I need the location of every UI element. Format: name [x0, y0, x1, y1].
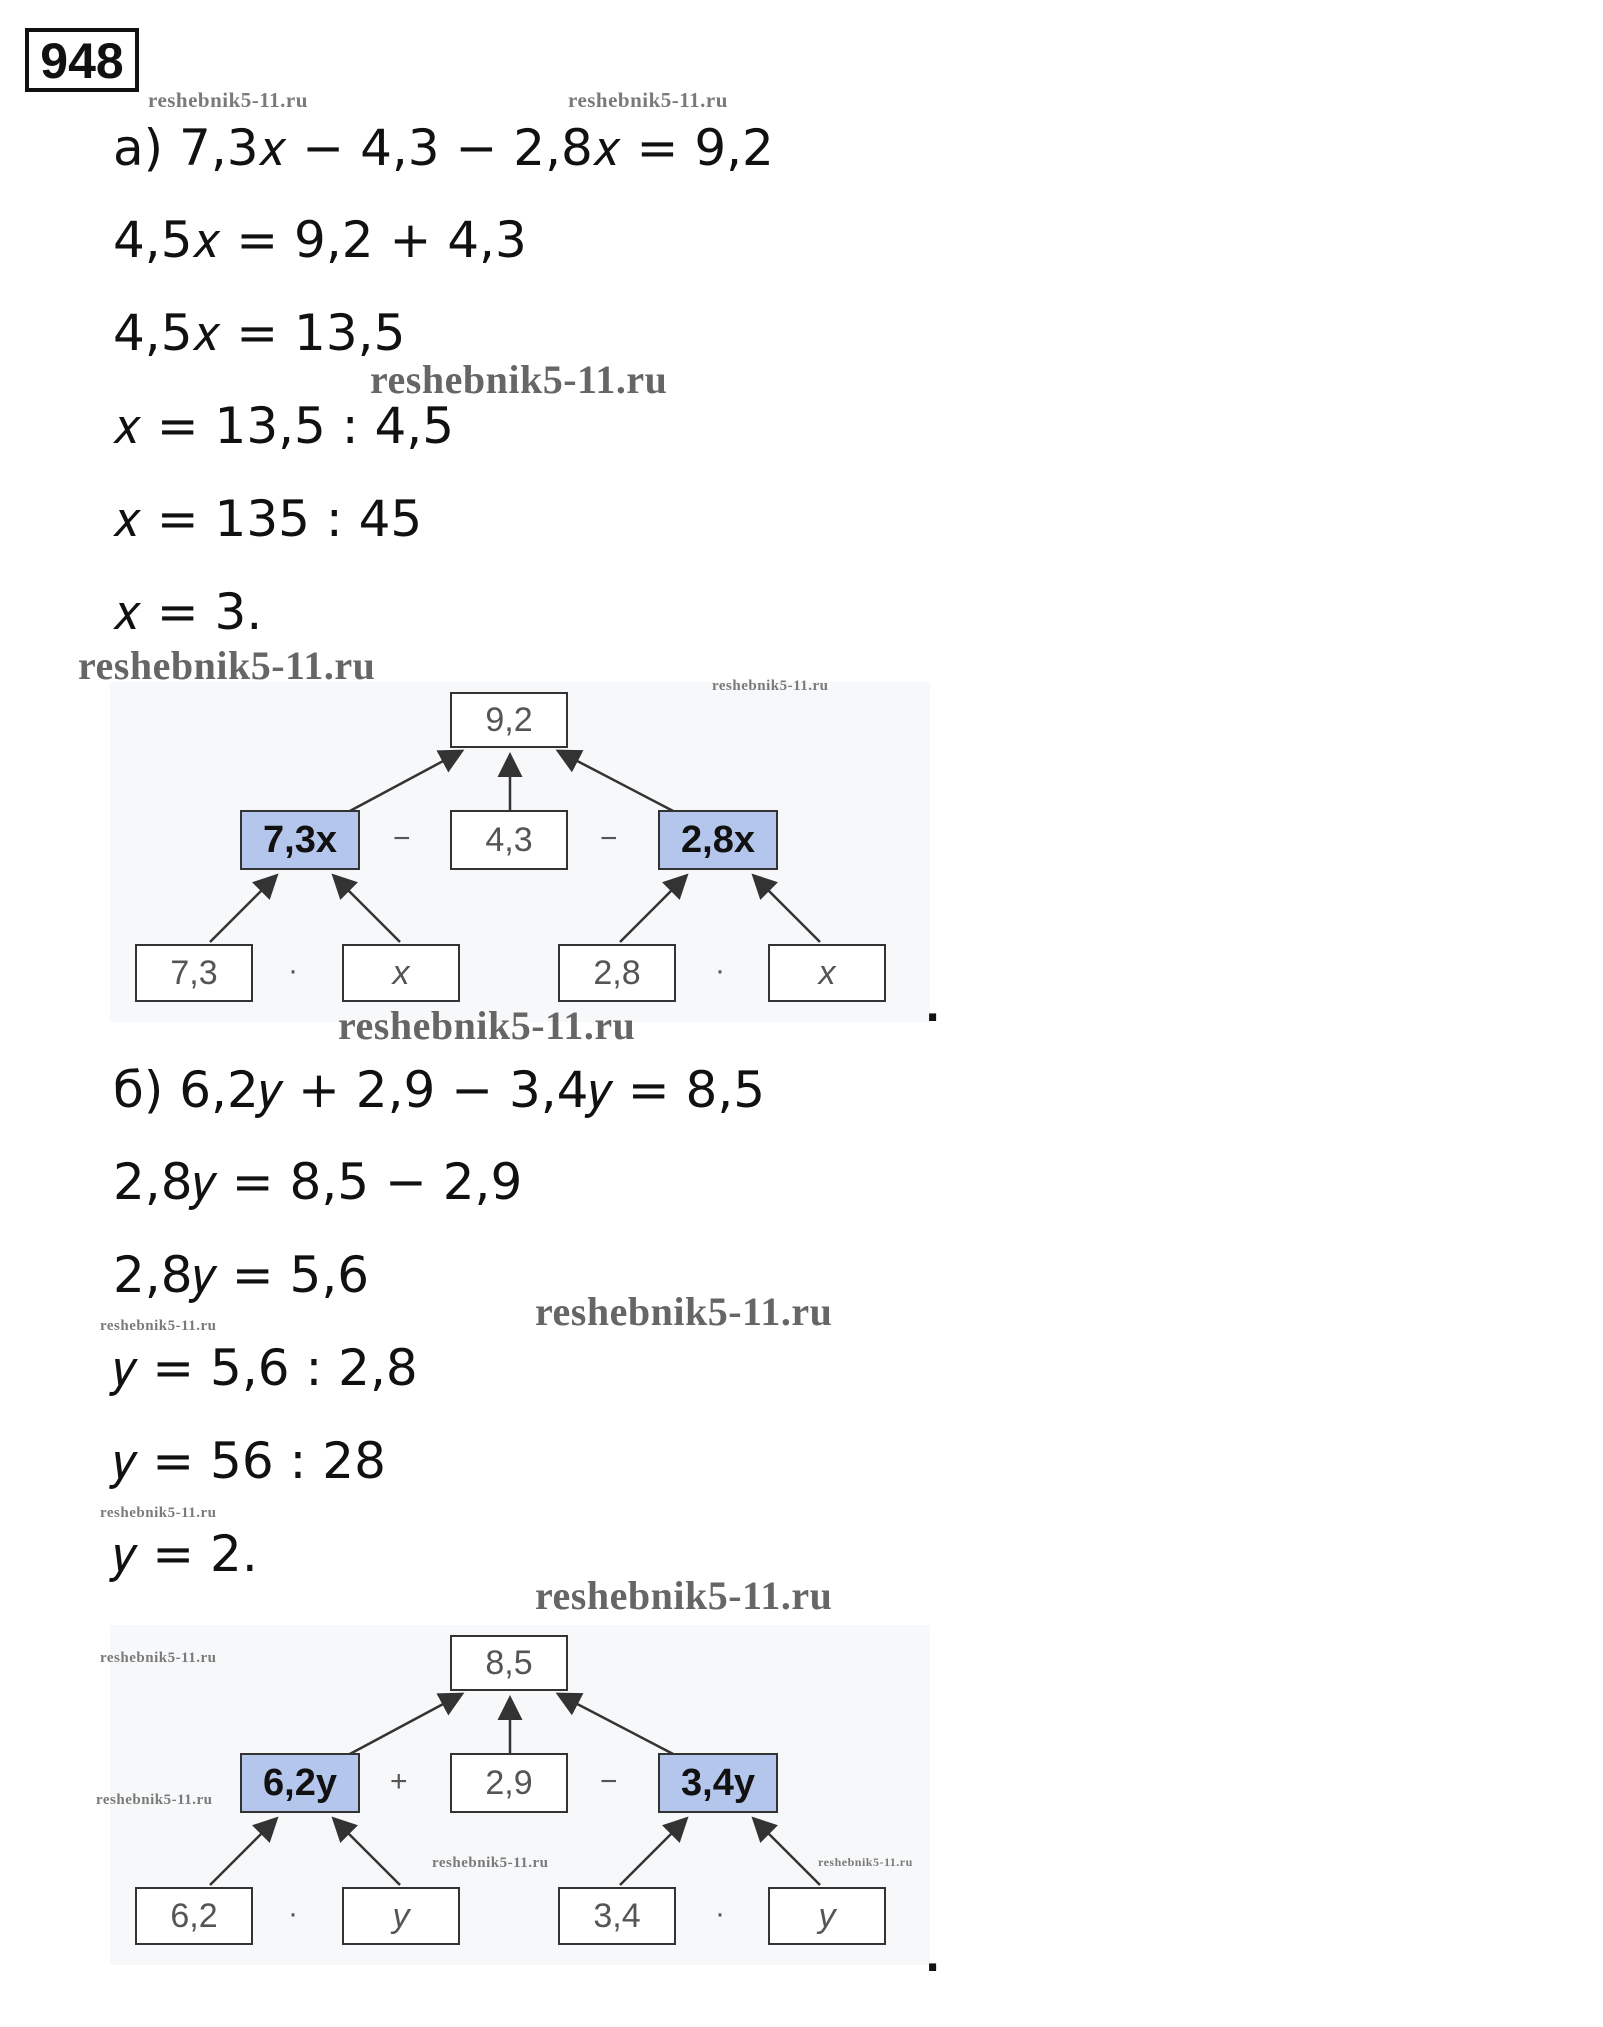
expression-tree-b: [110, 1625, 930, 1965]
tree-leaf: y: [342, 1887, 460, 1945]
solution-line: б) 6,2𝑦 + 2,9 − 3,4𝑦 = 8,5: [113, 1061, 766, 1119]
tree-node-right: 3,4y: [658, 1753, 778, 1813]
solution-line: а) 7,3𝑥 − 4,3 − 2,8𝑥 = 9,2: [113, 119, 774, 177]
watermark: reshebnik5-11.ru: [818, 1855, 913, 1869]
watermark: reshebnik5-11.ru: [100, 1318, 217, 1334]
solution-line: 𝑦 = 5,6 : 2,8: [113, 1339, 418, 1397]
tree-leaf: x: [768, 944, 886, 1002]
watermark: reshebnik5-11.ru: [568, 88, 728, 112]
tree-leaf: y: [768, 1887, 886, 1945]
watermark: reshebnik5-11.ru: [100, 1505, 217, 1521]
tree-node-left: 7,3x: [240, 810, 360, 870]
watermark: reshebnik5-11.ru: [96, 1792, 213, 1808]
end-dot: .: [925, 985, 941, 1031]
tree-leaf: 6,2: [135, 1887, 253, 1945]
tree-node-middle: 4,3: [450, 810, 568, 870]
solution-line: 𝑥 = 13,5 : 4,5: [113, 397, 455, 455]
tree-node-right: 2,8x: [658, 810, 778, 870]
watermark: reshebnik5-11.ru: [535, 1289, 833, 1334]
solution-line: 𝑥 = 3.: [113, 583, 263, 641]
problem-number: 948: [25, 28, 139, 92]
tree-root: 9,2: [450, 692, 568, 748]
tree-root: 8,5: [450, 1635, 568, 1691]
watermark: reshebnik5-11.ru: [338, 1003, 636, 1048]
tree-leaf: 2,8: [558, 944, 676, 1002]
tree-operator: ·: [715, 1897, 725, 1930]
tree-operator: +: [390, 1765, 408, 1798]
tree-operator: −: [393, 822, 411, 855]
watermark: reshebnik5-11.ru: [535, 1573, 833, 1618]
tree-operator: ·: [288, 954, 298, 987]
tree-leaf: 3,4: [558, 1887, 676, 1945]
tree-operator: ·: [715, 954, 725, 987]
solution-line: 2,8𝑦 = 5,6: [113, 1246, 370, 1304]
solution-line: 𝑥 = 135 : 45: [113, 490, 423, 548]
tree-node-middle: 2,9: [450, 1753, 568, 1813]
watermark: reshebnik5-11.ru: [148, 88, 308, 112]
watermark: reshebnik5-11.ru: [100, 1650, 217, 1666]
tree-operator: −: [600, 822, 618, 855]
tree-node-left: 6,2y: [240, 1753, 360, 1813]
solution-line: 2,8𝑦 = 8,5 − 2,9: [113, 1153, 523, 1211]
solution-line: 4,5𝑥 = 13,5: [113, 304, 406, 362]
expression-tree-a: [110, 682, 930, 1022]
watermark: reshebnik5-11.ru: [370, 357, 668, 402]
watermark: reshebnik5-11.ru: [432, 1855, 549, 1871]
watermark: reshebnik5-11.ru: [78, 643, 376, 688]
solution-line: 𝑦 = 2.: [113, 1525, 258, 1583]
tree-leaf: 7,3: [135, 944, 253, 1002]
end-dot: .: [925, 1935, 941, 1981]
tree-operator: −: [600, 1765, 618, 1798]
solution-line: 𝑦 = 56 : 28: [113, 1432, 386, 1490]
tree-operator: ·: [288, 1897, 298, 1930]
solution-line: 4,5𝑥 = 9,2 + 4,3: [113, 211, 527, 269]
watermark: reshebnik5-11.ru: [712, 678, 829, 694]
tree-leaf: x: [342, 944, 460, 1002]
